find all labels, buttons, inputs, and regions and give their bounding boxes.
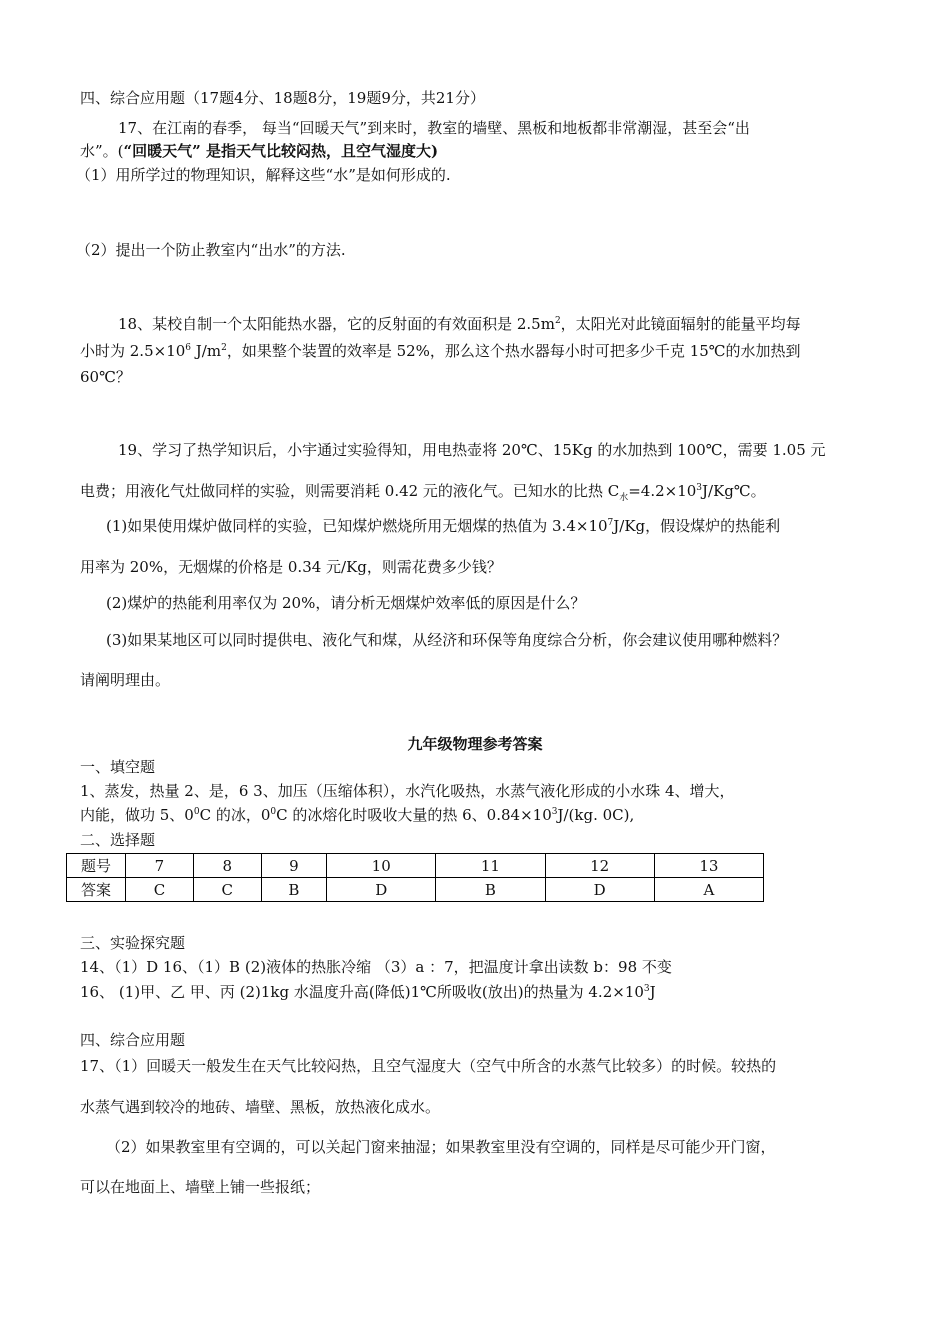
q17-line2: [80, 141, 438, 161]
answer-table: [66, 853, 764, 902]
q18-text: 小时为 2.5×10: [80, 342, 186, 360]
table-cell: A: [654, 878, 763, 902]
q18-sup: 2: [221, 343, 227, 353]
answer-text: J: [649, 983, 656, 1001]
answer-sup: 0: [193, 807, 200, 817]
q19-text: =4.2×10: [628, 482, 697, 500]
table-cell: 10: [327, 854, 436, 878]
q18-line1: [118, 314, 801, 334]
table-cell: C: [193, 878, 261, 902]
q18-text: ，太阳光对此镜面辐射的能量平均每: [560, 315, 801, 333]
table-cell: B: [261, 878, 326, 902]
q19-part3: (3)如果某地区可以同时提供电、液化气和煤，从经济和环保等角度综合分析，你会建议使用哪种燃料？: [106, 631, 788, 649]
answers-section4-line1: 17、（1）回暖天一般发生在天气比较闷热，且空气湿度大（空气中所含的水蒸气比较多）的时候。较热的: [80, 1057, 777, 1075]
q19-sub: 水: [619, 493, 629, 503]
table-cell: D: [327, 878, 436, 902]
table-row: [67, 878, 764, 902]
table-cell: 7: [126, 854, 194, 878]
table-header-cell: 答案: [67, 878, 126, 902]
table-cell: 13: [654, 854, 763, 878]
q19-text: J/Kg℃。: [702, 482, 766, 500]
q19-text: 电费；用液化气灶做同样的实验，则需要消耗 0.42 元的液化气。已知水的比热 C: [80, 482, 620, 500]
answer-sup: 0: [270, 807, 277, 817]
answer-text: C 的冰熔化时吸收大量的热 6、0.84×10: [276, 806, 552, 824]
answers-section3-line1: 14、（1）D 16、（1）B (2)液体的热胀冷缩 （3）a ：7，把温度计拿出读数 b：98 不变: [80, 958, 672, 976]
table-row: [67, 854, 764, 878]
q18-text: 18、某校自制一个太阳能热水器，它的反射面的有效面积是 2.5m: [118, 315, 555, 333]
answers-section3-header: 三、实验探究题: [80, 934, 186, 952]
q17-line1: 17、在江南的春季， 每当“回暖天气”到来时，教室的墙壁、黑板和地板都非常潮湿，甚至会“出: [118, 119, 750, 137]
answers-section4-line3: （2）如果教室里有空调的，可以关起门窗来抽湿；如果教室里没有空调的，同样是尽可能少开门窗，: [106, 1138, 776, 1156]
q17-part2: （2）提出一个防止教室内“出水”的方法.: [76, 241, 346, 259]
answers-section3-line2: [80, 982, 656, 1002]
answer-text: 16、 (1)甲、乙 甲、丙 (2)1kg 水温度升高(降低)1℃所吸收(放出)的热量为 4.2×10: [80, 983, 644, 1001]
q19-line2: [80, 481, 766, 501]
q18-sup: 6: [185, 343, 192, 353]
answer-sup: 3: [643, 984, 650, 994]
q19-part1: [106, 516, 780, 536]
table-cell: 8: [193, 854, 261, 878]
q19-text: J/Kg，假设煤炉的热能利: [613, 517, 781, 535]
q17-note: “回暖天气” 是指天气比较闷热，且空气湿度大): [123, 142, 439, 160]
section4-header: 四、综合应用题（17题4分、18题8分，19题9分，共21分）: [80, 89, 485, 107]
answers-section4-line4: 可以在地面上、墙壁上铺一些报纸；: [80, 1178, 321, 1196]
answers-title: 九年级物理参考答案: [407, 735, 543, 753]
answer-sup: 3: [551, 807, 558, 817]
answer-text: 内能，做功 5、0: [80, 806, 194, 824]
table-cell: D: [545, 878, 654, 902]
answers-section1-header: 一、填空题: [80, 758, 156, 776]
answer-text: C 的冰，0: [199, 806, 271, 824]
table-cell: 11: [436, 854, 545, 878]
answer-text: J/(kg. 0C),: [557, 806, 635, 824]
q19-part1-cont: 用率为 20%，无烟煤的价格是 0.34 元/Kg，则需花费多少钱？: [80, 558, 502, 576]
q19-line1: 19、学习了热学知识后，小宇通过实验得知，用电热壶将 20℃、15Kg 的水加热到 100℃，需要 1.05 元: [118, 441, 826, 459]
q17-part1: （1）用所学过的物理知识，解释这些“水”是如何形成的.: [76, 166, 451, 184]
q19-part3-cont: 请阐明理由。: [80, 671, 171, 689]
q19-text: (1)如果使用煤炉做同样的实验，已知煤炉燃烧所用无烟煤的热值为 3.4×10: [106, 517, 608, 535]
q18-text: ，如果整个装置的效率是 52%，那么这个热水器每小时可把多少千克 15℃的水加热到: [226, 342, 801, 360]
answers-section1-line2: [80, 805, 634, 825]
table-cell: C: [126, 878, 194, 902]
answers-section4-line2: 水蒸气遇到较冷的地砖、墙壁、黑板，放热液化成水。: [80, 1098, 441, 1116]
table-cell: B: [436, 878, 545, 902]
answers-section4-header: 四、综合应用题: [80, 1031, 186, 1049]
q19-sup: 3: [696, 483, 703, 493]
q18-line3: 60℃？: [80, 368, 131, 386]
q17-line2-text: 水”。(: [80, 142, 124, 160]
q18-text: J/m: [191, 342, 222, 360]
answers-section1-line1: 1、蒸发，热量 2、是，6 3、加压（压缩体积），水汽化吸热，水蒸气液化形成的小水珠 4、增大，: [80, 782, 735, 800]
table-cell: 12: [545, 854, 654, 878]
table-header-cell: 题号: [67, 854, 126, 878]
q19-part2: (2)煤炉的热能利用率仅为 20%，请分析无烟煤炉效率低的原因是什么？: [106, 594, 586, 612]
q18-line2: [80, 341, 801, 361]
q19-sup: 7: [607, 518, 614, 528]
table-cell: 9: [261, 854, 326, 878]
q18-sup: 2: [554, 316, 561, 326]
answers-section2-header: 二、选择题: [80, 831, 156, 849]
